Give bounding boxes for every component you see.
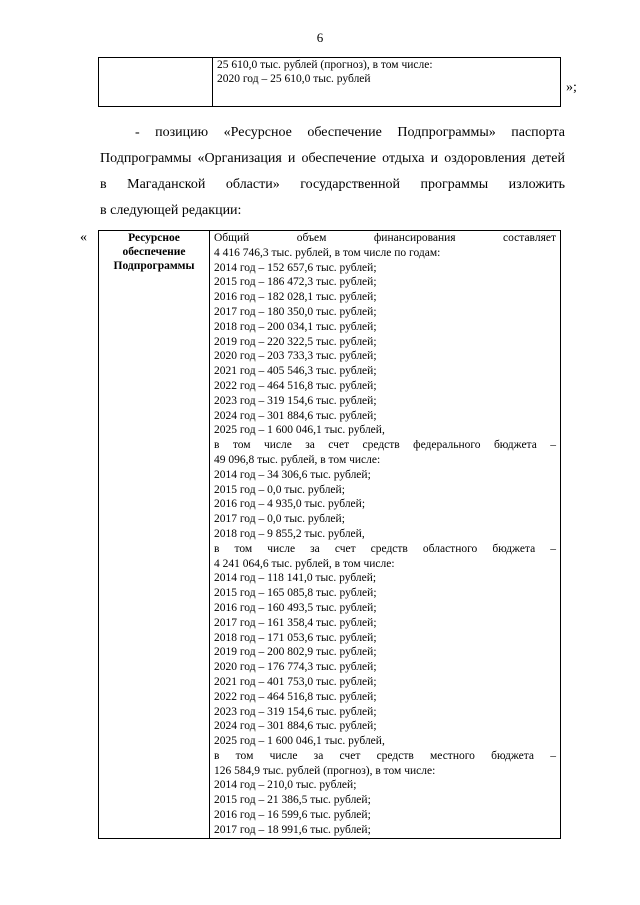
content-line: 2021 год – 401 753,0 тыс. рублей; [214,675,377,688]
content-line: 2015 год – 0,0 тыс. рублей; [214,483,345,496]
content-line: 2016 год – 160 493,5 тыс. рублей; [214,601,377,614]
paragraph-line: - позицию «Ресурсное обеспечение Подпрограммы» паспорта [135,125,565,140]
content-line: 4 241 064,6 тыс. рублей, в том числе: [214,557,395,570]
content-line: 2016 год – 4 935,0 тыс. рублей; [214,498,366,511]
resource-table [98,230,561,839]
content-line: 2025 год – 1 600 046,1 тыс. рублей, [214,424,385,437]
content-line: 2014 год – 210,0 тыс. рублей; [214,779,357,792]
resource-content-cell [210,231,561,839]
content-line: 4 416 746,3 тыс. рублей, в том числе по годам: [214,246,441,259]
label-line: обеспечение [122,246,186,258]
content-line: 2014 год – 118 141,0 тыс. рублей; [214,572,377,585]
content-line: 2019 год – 200 802,9 тыс. рублей; [214,646,377,659]
label-line: Подпрограммы [113,260,195,272]
closing-quote: »; [566,80,577,95]
content-line: 2023 год – 319 154,6 тыс. рублей; [214,394,377,407]
content-line: 2022 год – 464 516,8 тыс. рублей; [214,379,377,392]
paragraph-line: в Магаданской области» государственной программы изложить [100,177,565,192]
content-line: 2017 год – 180 350,0 тыс. рублей; [214,305,377,318]
content-line: 126 584,9 тыс. рублей (прогноз), в том числе: [214,764,436,777]
content-line: 2020 год – 176 774,3 тыс. рублей; [214,661,377,674]
paragraph-line: в следующей редакции: [100,203,242,218]
instruction-paragraph [100,120,565,224]
content-line: 2019 год – 220 322,5 тыс. рублей; [214,335,377,348]
content-line: 2014 год – 34 306,6 тыс. рублей; [214,468,371,481]
content-line: 2015 год – 165 085,8 тыс. рублей; [214,587,377,600]
top-table-line: 2020 год – 25 610,0 тыс. рублей [217,73,371,85]
content-line: в том числе за счет средств местного бюджета – [214,749,556,762]
content-line: 2025 год – 1 600 046,1 тыс. рублей, [214,735,385,748]
content-line: 2016 год – 182 028,1 тыс. рублей; [214,291,377,304]
content-line: 2020 год – 203 733,3 тыс. рублей; [214,350,377,363]
content-line: 2018 год – 171 053,6 тыс. рублей; [214,631,377,644]
content-line: 2023 год – 319 154,6 тыс. рублей; [214,705,377,718]
content-line: 2018 год – 200 034,1 тыс. рублей; [214,320,377,333]
content-line: 2014 год – 152 657,6 тыс. рублей; [214,261,377,274]
top-table-label-cell [99,58,213,107]
content-line: 2015 год – 186 472,3 тыс. рублей; [214,276,377,289]
content-line: в том числе за счет средств федерального бюджета – [214,439,556,452]
resource-label-cell [99,231,210,839]
content-line: Общий объем финансирования составляет [214,232,556,244]
content-line: 2016 год – 16 599,6 тыс. рублей; [214,809,371,822]
content-line: 49 096,8 тыс. рублей, в том числе: [214,453,381,466]
content-line: 2021 год – 405 546,3 тыс. рублей; [214,365,377,378]
content-line: 2022 год – 464 516,8 тыс. рублей; [214,690,377,703]
top-table-content-cell [213,58,561,107]
opening-quote: « [80,230,87,245]
content-line: в том числе за счет средств областного бюджета – [214,542,556,555]
page-number: 6 [316,30,324,45]
content-line: 2017 год – 18 991,6 тыс. рублей; [214,823,371,836]
content-line: 2015 год – 21 386,5 тыс. рублей; [214,794,371,807]
content-line: 2024 год – 301 884,6 тыс. рублей; [214,409,377,422]
content-line: 2024 год – 301 884,6 тыс. рублей; [214,720,377,733]
label-line: Ресурсное [128,232,180,244]
content-line: 2018 год – 9 855,2 тыс. рублей, [214,527,365,540]
top-table [98,57,561,107]
content-line: 2017 год – 0,0 тыс. рублей; [214,513,345,526]
paragraph-line: Подпрограммы «Организация и обеспечение отдыха и оздоровления детей [100,151,565,166]
top-table-line: 25 610,0 тыс. рублей (прогноз), в том числе: [217,59,433,71]
content-line: 2017 год – 161 358,4 тыс. рублей; [214,616,377,629]
